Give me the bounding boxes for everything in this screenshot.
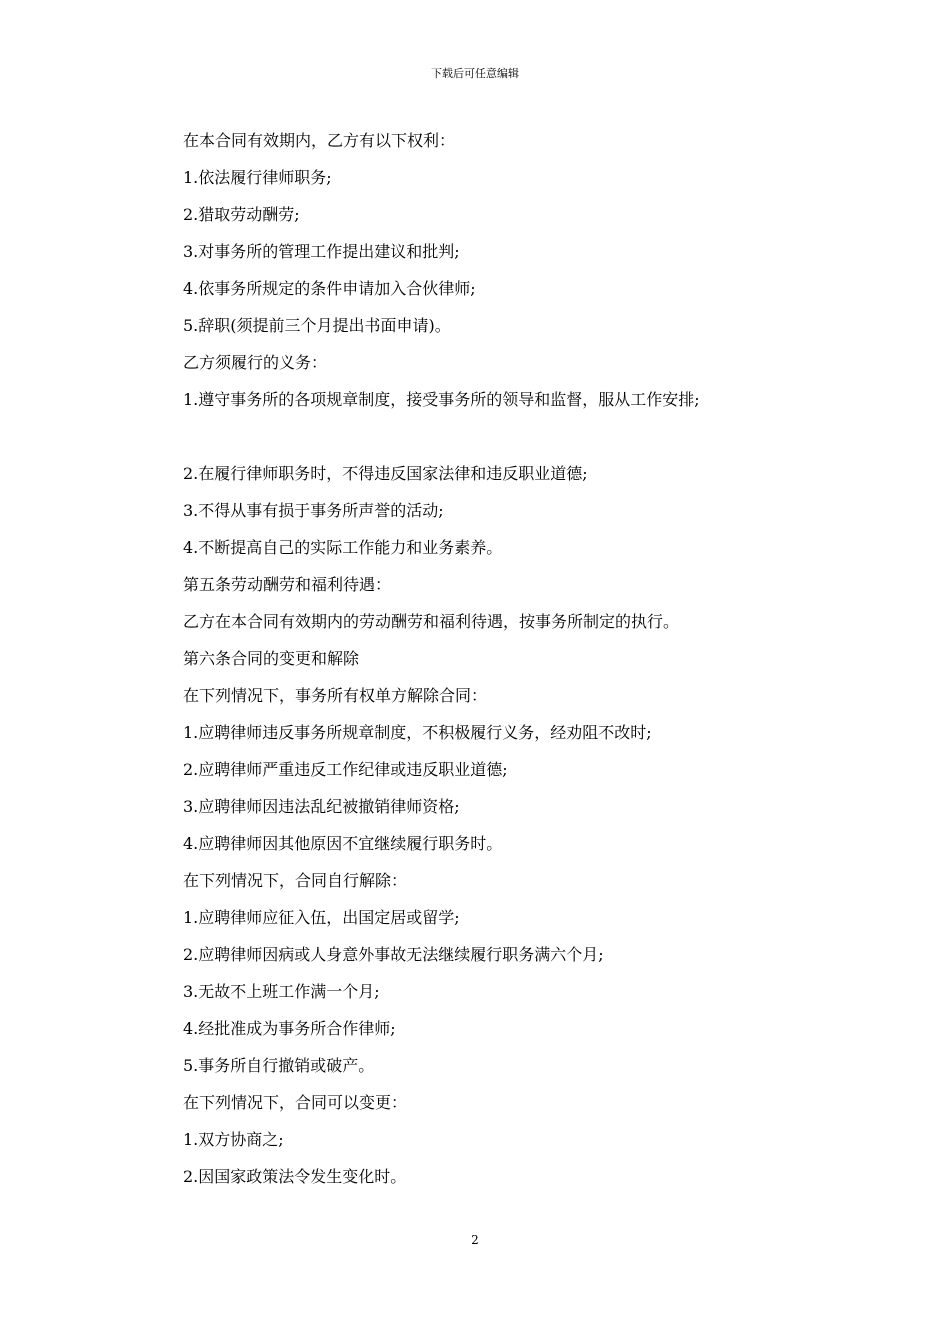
list-item: 2.在履行律师职务时，不得违反国家法律和违反职业道德;: [183, 464, 588, 483]
paragraph-rights-heading: 在本合同有效期内，乙方有以下权利：: [183, 131, 456, 150]
list-item: 3.对事务所的管理工作提出建议和批判;: [183, 242, 460, 261]
paragraph-obligations-heading: 乙方须履行的义务：: [183, 353, 328, 372]
paragraph-termination-heading: 在下列情况下，事务所有权单方解除合同：: [183, 686, 488, 705]
list-item: 5.辞职(须提前三个月提出书面申请)。: [183, 316, 451, 335]
page-header: 下载后可任意编辑: [431, 67, 519, 80]
list-item: 1.应聘律师应征入伍，出国定居或留学;: [183, 908, 460, 927]
page-number: 2: [471, 1233, 479, 1247]
list-item: 2.应聘律师因病或人身意外事故无法继续履行职务满六个月;: [183, 945, 604, 964]
paragraph: 乙方在本合同有效期内的劳动酬劳和福利待遇，按事务所制定的执行。: [183, 612, 680, 631]
list-item: 5.事务所自行撤销或破产。: [183, 1056, 375, 1075]
list-item: 4.应聘律师因其他原因不宜继续履行职务时。: [183, 834, 503, 853]
blank-line: [183, 418, 823, 455]
list-item: 2.因国家政策法令发生变化时。: [183, 1167, 407, 1186]
list-item: 3.无故不上班工作满一个月;: [183, 982, 380, 1001]
list-item: 3.不得从事有损于事务所声誉的活动;: [183, 501, 444, 520]
section-heading-article-5: 第五条劳动酬劳和福利待遇：: [183, 575, 392, 594]
list-item: 1.依法履行律师职务;: [183, 168, 332, 187]
paragraph-modification-heading: 在下列情况下，合同可以变更：: [183, 1093, 408, 1112]
document-body: [183, 122, 823, 1195]
paragraph-auto-termination-heading: 在下列情况下，合同自行解除：: [183, 871, 408, 890]
list-item: 4.不断提高自己的实际工作能力和业务素养。: [183, 538, 503, 557]
list-item: 1.应聘律师违反事务所规章制度，不积极履行义务，经劝阻不改时;: [183, 723, 652, 742]
list-item: 4.经批准成为事务所合作律师;: [183, 1019, 396, 1038]
list-item: 1.遵守事务所的各项规章制度，接受事务所的领导和监督，服从工作安排;: [183, 390, 700, 409]
list-item: 4.依事务所规定的条件申请加入合伙律师;: [183, 279, 476, 298]
section-heading-article-6: 第六条合同的变更和解除: [183, 649, 360, 668]
list-item: 2.应聘律师严重违反工作纪律或违反职业道德;: [183, 760, 508, 779]
list-item: 2.猎取劳动酬劳;: [183, 205, 300, 224]
list-item: 3.应聘律师因违法乱纪被撤销律师资格;: [183, 797, 460, 816]
list-item: 1.双方协商之;: [183, 1130, 284, 1149]
